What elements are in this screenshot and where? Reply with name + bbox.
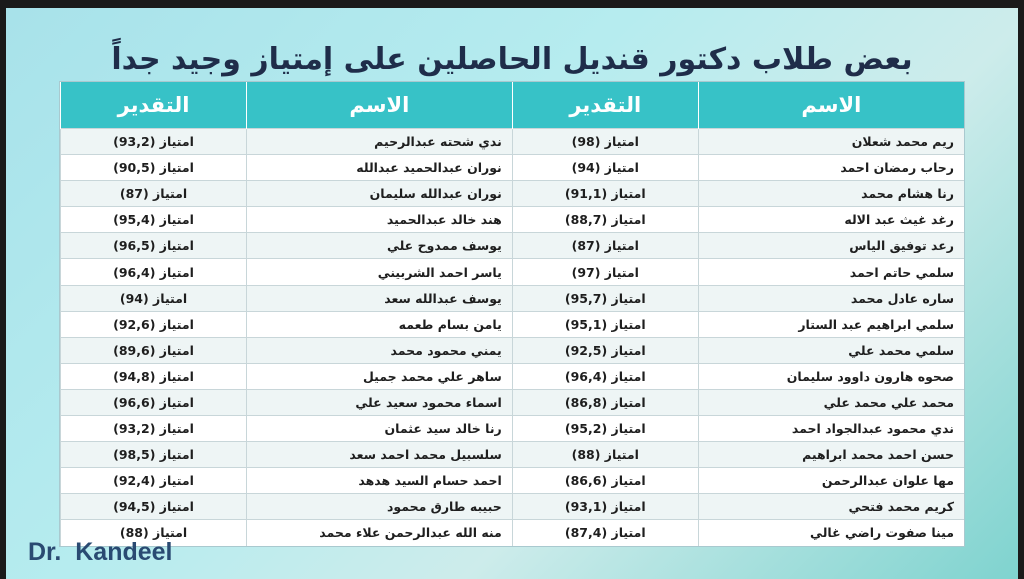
column-header-grade: التقدير — [61, 82, 247, 129]
table-row — [61, 259, 965, 285]
student-name: يوسف ممدوح علي — [247, 233, 513, 259]
student-grade: امتياز (94,8) — [61, 363, 247, 389]
table-row — [61, 468, 965, 494]
student-name: رحاب رمضان احمد — [698, 155, 964, 181]
student-name: رغد غيث عبد الاله — [698, 207, 964, 233]
student-name: رنا خالد سيد عثمان — [247, 416, 513, 442]
table-row — [61, 494, 965, 520]
table-row — [61, 129, 965, 155]
student-grade: امتياز (93,2) — [61, 129, 247, 155]
brand-watermark: Dr. Kandeel — [28, 538, 173, 566]
student-name: يمني محمود محمد — [247, 337, 513, 363]
student-grade: امتياز (92,5) — [512, 337, 698, 363]
student-grade: امتياز (86,8) — [512, 389, 698, 415]
student-grade: امتياز (87) — [512, 233, 698, 259]
table-row — [61, 233, 965, 259]
student-name: نوران عبدالحميد عبدالله — [247, 155, 513, 181]
student-name: اسماء محمود سعيد علي — [247, 389, 513, 415]
student-name: احمد حسام السيد هدهد — [247, 468, 513, 494]
student-grade: امتياز (98,5) — [61, 442, 247, 468]
student-name: محمد علي محمد علي — [698, 389, 964, 415]
student-name: سلمي حاتم احمد — [698, 259, 964, 285]
student-name: هند خالد عبدالحميد — [247, 207, 513, 233]
student-name: ساهر علي محمد جميل — [247, 363, 513, 389]
student-grade: امتياز (96,5) — [61, 233, 247, 259]
student-grade: امتياز (88) — [61, 520, 247, 546]
column-header-grade: التقدير — [512, 82, 698, 129]
student-grade: امتياز (88,7) — [512, 207, 698, 233]
column-header-name: الاسم — [247, 82, 513, 129]
table-row — [61, 363, 965, 389]
student-grade: امتياز (93,1) — [512, 494, 698, 520]
student-name: نوران عبدالله سليمان — [247, 181, 513, 207]
student-name: منه الله عبدالرحمن علاء محمد — [247, 520, 513, 546]
student-name: كريم محمد فتحي — [698, 494, 964, 520]
table-header-row — [61, 82, 965, 129]
table-row — [61, 416, 965, 442]
student-grade: امتياز (96,6) — [61, 389, 247, 415]
student-grade: امتياز (93,2) — [61, 416, 247, 442]
student-grade: امتياز (92,4) — [61, 468, 247, 494]
column-header-name: الاسم — [698, 82, 964, 129]
student-grade: امتياز (92,6) — [61, 311, 247, 337]
students-table — [59, 81, 965, 547]
student-grade: امتياز (94,5) — [61, 494, 247, 520]
student-grade: امتياز (86,6) — [512, 468, 698, 494]
student-grade: امتياز (94) — [512, 155, 698, 181]
student-grade: امتياز (87,4) — [512, 520, 698, 546]
student-name: ريم محمد شعلان — [698, 129, 964, 155]
student-grade: امتياز (89,6) — [61, 337, 247, 363]
student-name: رعد توفيق الياس — [698, 233, 964, 259]
student-grade: امتياز (90,5) — [61, 155, 247, 181]
student-grade: امتياز (88) — [512, 442, 698, 468]
student-name: سلسبيل محمد احمد سعد — [247, 442, 513, 468]
student-grade: امتياز (87) — [61, 181, 247, 207]
student-name: ياسر احمد الشربيني — [247, 259, 513, 285]
student-name: سلمي محمد علي — [698, 337, 964, 363]
table-row — [61, 337, 965, 363]
student-name: حسن احمد محمد ابراهيم — [698, 442, 964, 468]
student-grade: امتياز (95,1) — [512, 311, 698, 337]
page-title: بعض طلاب دكتور قنديل الحاصلين على إمتياز وجيد جداً — [111, 42, 913, 77]
table-row — [61, 389, 965, 415]
student-name: مينا صفوت راضي غالي — [698, 520, 964, 546]
student-name: صحوه هارون داوود سليمان — [698, 363, 964, 389]
student-name: حبيبه طارق محمود — [247, 494, 513, 520]
student-name: يامن بسام طعمه — [247, 311, 513, 337]
student-name: ندي شحته عبدالرحيم — [247, 129, 513, 155]
table-row — [61, 181, 965, 207]
table-row — [61, 285, 965, 311]
student-grade: امتياز (96,4) — [61, 259, 247, 285]
student-grade: امتياز (91,1) — [512, 181, 698, 207]
student-grade: امتياز (95,7) — [512, 285, 698, 311]
table-row — [61, 207, 965, 233]
student-name: رنا هشام محمد — [698, 181, 964, 207]
student-name: سلمي ابراهيم عبد الستار — [698, 311, 964, 337]
student-grade: امتياز (96,4) — [512, 363, 698, 389]
table-row — [61, 311, 965, 337]
table-row — [61, 520, 965, 546]
student-grade: امتياز (95,4) — [61, 207, 247, 233]
student-name: مها علوان عبدالرحمن — [698, 468, 964, 494]
student-grade: امتياز (94) — [61, 285, 247, 311]
student-name: ندي محمود عبدالجواد احمد — [698, 416, 964, 442]
table-row — [61, 155, 965, 181]
student-grade: امتياز (97) — [512, 259, 698, 285]
table-row — [61, 442, 965, 468]
student-grade: امتياز (98) — [512, 129, 698, 155]
student-grade: امتياز (95,2) — [512, 416, 698, 442]
student-name: ساره عادل محمد — [698, 285, 964, 311]
slide — [6, 8, 1018, 579]
student-name: يوسف عبدالله سعد — [247, 285, 513, 311]
